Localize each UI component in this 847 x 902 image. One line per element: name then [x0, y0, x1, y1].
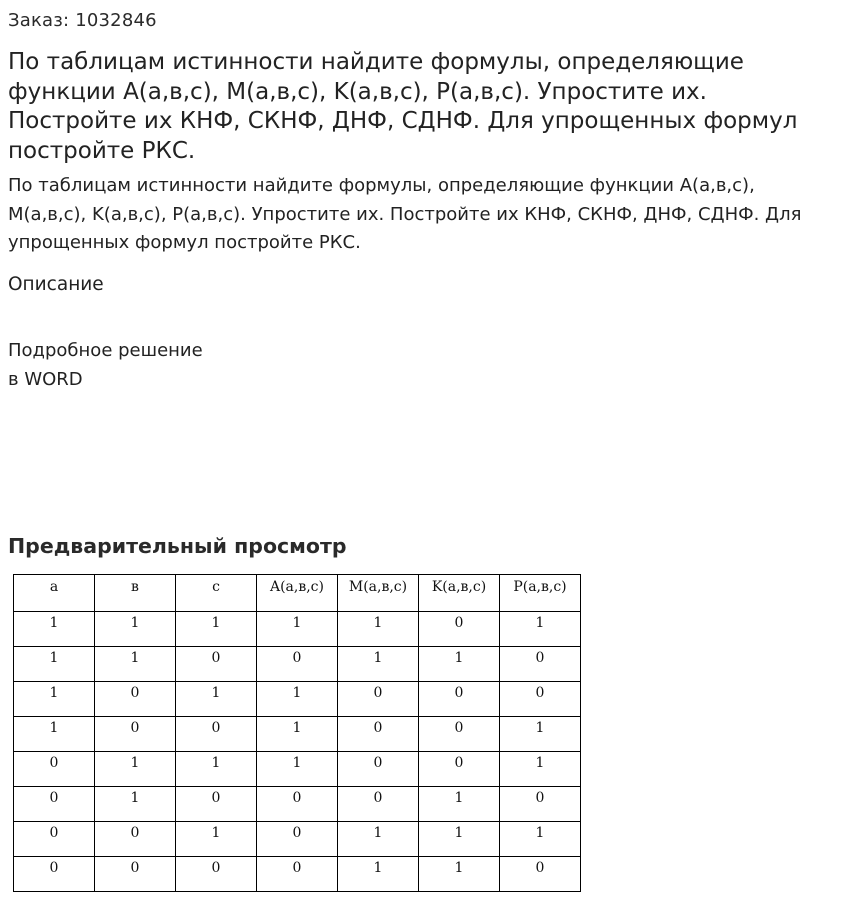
table-cell: 0 [14, 857, 95, 892]
column-header: A(a,в,c) [257, 575, 338, 612]
task-title: По таблицам истинности найдите формулы, определяющие функции A(a,в,c), M(a,в,c), K(a,в,c), P(a,в,c). Упростите их. Постройте их КНФ, СКНФ, ДНФ, СДНФ. Для упрощенных формул постройте РКС. [8, 49, 798, 164]
table-cell: 1 [257, 612, 338, 647]
table-cell: 0 [257, 857, 338, 892]
table-cell: 1 [176, 822, 257, 857]
column-header: M(a,в,c) [338, 575, 419, 612]
table-cell: 1 [500, 752, 581, 787]
table-cell: 1 [419, 857, 500, 892]
table-cell: 0 [14, 752, 95, 787]
table-row [14, 857, 581, 892]
table-cell: 1 [14, 682, 95, 717]
table-cell: 1 [500, 717, 581, 752]
table-cell: 1 [14, 717, 95, 752]
table-row [14, 822, 581, 857]
table-cell: 0 [419, 682, 500, 717]
column-header: в [95, 575, 176, 612]
table-cell: 1 [257, 717, 338, 752]
table-row [14, 752, 581, 787]
column-header: P(a,в,c) [500, 575, 581, 612]
description-text [8, 336, 203, 394]
table-cell: 0 [500, 857, 581, 892]
table-cell: 0 [95, 682, 176, 717]
table-cell: 0 [338, 682, 419, 717]
truth-table [13, 574, 581, 892]
table-cell: 1 [257, 682, 338, 717]
column-header: K(a,в,c) [419, 575, 500, 612]
table-cell: 0 [419, 612, 500, 647]
table-cell: 0 [500, 647, 581, 682]
table-cell: 1 [14, 612, 95, 647]
table-cell: 1 [419, 787, 500, 822]
description-line: Подробное решение [8, 340, 203, 361]
table-cell: 0 [257, 822, 338, 857]
table-row [14, 717, 581, 752]
description-line: в WORD [8, 369, 83, 390]
table-cell: 1 [95, 752, 176, 787]
table-cell: 1 [95, 647, 176, 682]
table-cell: 1 [95, 787, 176, 822]
table-cell: 1 [338, 647, 419, 682]
table-cell: 1 [257, 752, 338, 787]
table-cell: 1 [500, 822, 581, 857]
table-row [14, 612, 581, 647]
table-cell: 1 [95, 612, 176, 647]
table-cell: 0 [176, 647, 257, 682]
table-cell: 1 [176, 682, 257, 717]
table-cell: 1 [338, 612, 419, 647]
table-cell: 0 [95, 822, 176, 857]
table-cell: 1 [14, 647, 95, 682]
table-cell: 0 [257, 647, 338, 682]
column-header: c [176, 575, 257, 612]
table-cell: 0 [500, 682, 581, 717]
table-cell: 0 [338, 717, 419, 752]
order-number: Заказ: 1032846 [8, 10, 157, 31]
table-row [14, 647, 581, 682]
table-cell: 0 [419, 752, 500, 787]
task-description: По таблицам истинности найдите формулы, определяющие функции A(a,в,c), M(a,в,c), K(a,в,c), P(a,в,c). Упростите их. Постройте их КНФ, СКНФ, ДНФ, СДНФ. Для упрощенных формул постройте РКС. [8, 175, 802, 253]
table-row [14, 682, 581, 717]
table-cell: 0 [176, 857, 257, 892]
table-cell: 0 [176, 787, 257, 822]
table-row [14, 787, 581, 822]
table-cell: 0 [338, 787, 419, 822]
table-cell: 0 [14, 822, 95, 857]
table-cell: 1 [419, 647, 500, 682]
preview-heading: Предварительный просмотр [8, 534, 347, 558]
table-cell: 0 [95, 717, 176, 752]
table-cell: 0 [257, 787, 338, 822]
table-cell: 0 [14, 787, 95, 822]
table-cell: 1 [500, 612, 581, 647]
table-cell: 0 [419, 717, 500, 752]
table-cell: 0 [338, 752, 419, 787]
table-cell: 1 [338, 822, 419, 857]
table-body [14, 612, 581, 892]
table-cell: 1 [338, 857, 419, 892]
table-cell: 1 [176, 612, 257, 647]
description-label: Описание [8, 274, 104, 295]
table-cell: 1 [419, 822, 500, 857]
column-header: a [14, 575, 95, 612]
table-cell: 0 [176, 717, 257, 752]
table-cell: 0 [95, 857, 176, 892]
table-cell: 1 [176, 752, 257, 787]
table-header-row [14, 575, 581, 612]
table-cell: 0 [500, 787, 581, 822]
